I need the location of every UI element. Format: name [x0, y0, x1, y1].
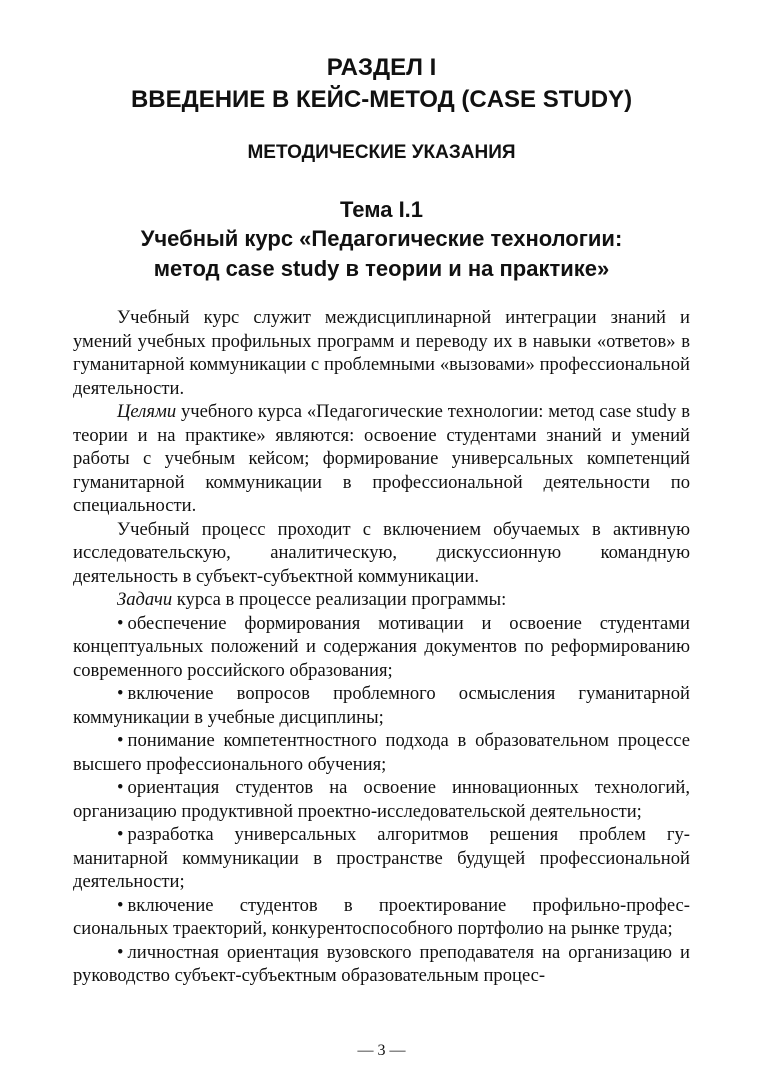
- list-item: [73, 776, 690, 823]
- paragraph-text: Учебный процесс проходит с включением обучаемых в активную исследовательскую, аналитическую, дискуссионную командную деятельность в субъект-субъектной коммуникации.: [73, 518, 690, 587]
- list-item: [73, 823, 690, 894]
- bullet-icon: •: [117, 824, 124, 845]
- section-title: ВВЕДЕНИЕ В КЕЙС-МЕТОД (CASE STUDY): [130, 86, 633, 113]
- course-title-line-2: метод case study в теории и на практике»: [153, 256, 610, 281]
- body-text: [73, 306, 690, 988]
- list-item-text: личностная ориентация вузовского преподавателя на организацию и руководство субъект-субъектным образовательным процес-: [73, 941, 690, 986]
- topic-title: Тема I.1: [339, 197, 424, 222]
- list-item: [73, 612, 690, 683]
- section-number: РАЗДЕЛ I: [326, 54, 437, 81]
- paragraph-text: учебного курса «Педагогические технологии: метод case study в теории и на практике» являются: освоение студентами знаний и умений работы с учебным кейсом; формирование универсальных компетенций гуманитарной коммуникации в профессиональной деятельности по специальности.: [73, 401, 690, 516]
- list-item: [73, 894, 690, 941]
- course-title-line-1: Учебный курс «Педагогические технологии:: [140, 226, 623, 251]
- paragraph: [73, 588, 690, 612]
- paragraph: [73, 400, 690, 518]
- subheading: МЕТОДИЧЕСКИЕ УКАЗАНИЯ: [247, 142, 516, 163]
- list-item: [73, 729, 690, 776]
- bullet-icon: •: [117, 730, 124, 751]
- list-item-text: включение вопросов проблемного осмысления гуманитарной коммуникации в учебные дисциплины;: [73, 683, 690, 728]
- page-number: — 3 —: [357, 1042, 406, 1059]
- paragraph-text: курса в процессе реализации программы:: [172, 589, 507, 610]
- bullet-icon: •: [117, 777, 124, 798]
- list-item-text: обеспечение формирования мотивации и освоение студентами концептуальных положений и содержания документов по реформированию современного российского образования;: [73, 612, 690, 681]
- paragraph-lead: Задачи: [117, 589, 173, 610]
- list-item: [73, 682, 690, 729]
- bullet-icon: •: [117, 612, 124, 634]
- list-item-text: разработка универсальных алгоритмов решения проблем гуманитарной коммуникации в пространстве будущей профессиональной деятельности;: [73, 824, 690, 892]
- bullet-icon: •: [117, 941, 124, 963]
- list-item-text: включение студентов в проектирование профильно-профессиональных траекторий, конкурентоспособного портфолио на рынке труда;: [73, 894, 690, 939]
- page-content: [73, 52, 690, 988]
- bullet-icon: •: [117, 683, 124, 704]
- bullet-icon: •: [117, 894, 124, 916]
- paragraph: [73, 518, 690, 589]
- list-item-text: понимание компетентностного подхода в образовательном процессе высшего профессионального обучения;: [73, 730, 690, 775]
- list-item: [73, 941, 690, 988]
- paragraph-lead: Целями: [117, 401, 177, 422]
- list-item-text: ориентация студентов на освоение инновационных технологий, организацию продуктивной проектно-исследовательской деятельности;: [73, 777, 690, 822]
- paragraph: [73, 306, 690, 400]
- paragraph-text: Учебный курс служит междисциплинарной интеграции знаний и умений учебных профильных программ и переводу их в навыки «ответов» в гуманитарной коммуникации с проблемными «вызовами» профессиональной деятельности.: [73, 307, 690, 399]
